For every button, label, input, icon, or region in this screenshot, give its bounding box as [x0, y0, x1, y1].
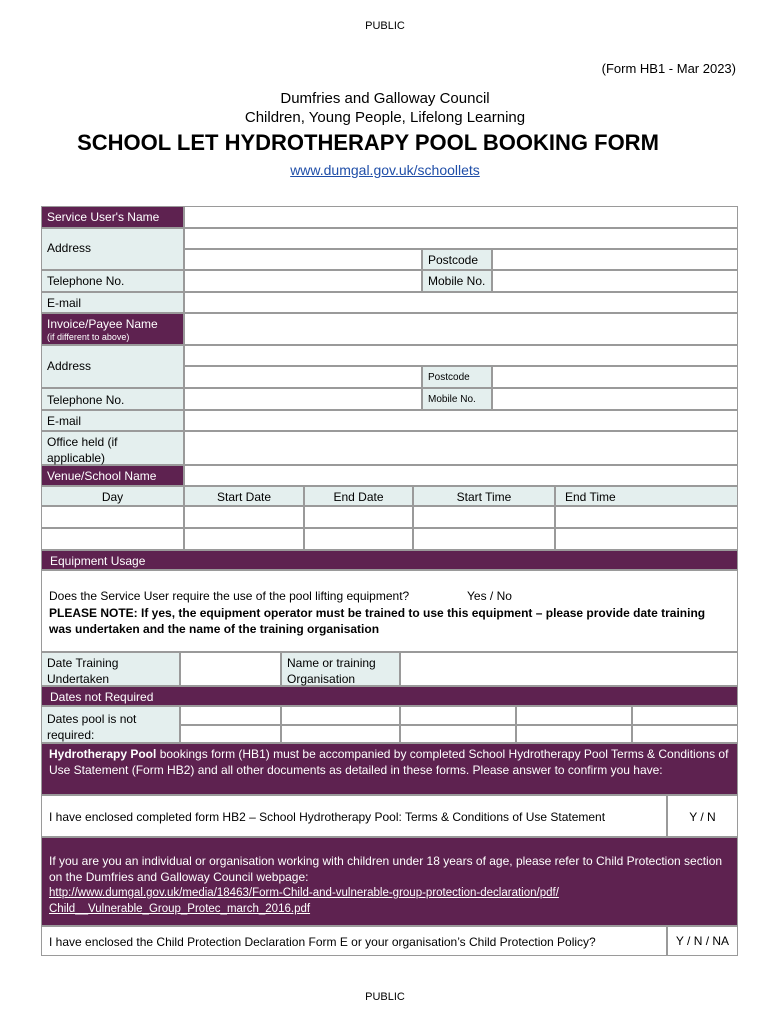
training-org-label: Name or training Organisation [281, 652, 400, 686]
postcode-label: Postcode [422, 249, 492, 270]
start-date-column-header: Start Date [184, 486, 304, 506]
end-time-column-header: End Time [555, 486, 738, 506]
invoice-payee-field[interactable] [184, 313, 738, 345]
start-date-cell[interactable] [184, 528, 304, 550]
start-time-cell[interactable] [413, 528, 555, 550]
page-title: SCHOOL LET HYDROTHERAPY POOL BOOKING FORM [77, 130, 659, 155]
service-user-name-label: Service User's Name [41, 206, 184, 228]
mobile-label: Mobile No. [422, 270, 492, 292]
dates-not-required-label: Dates pool is not required: [41, 706, 180, 743]
child-protection-link[interactable]: http://www.dumgal.gov.uk/media/18463/Form-Child-and-vulnerable-group-protection-declaration/pdf/Child__Vulnerable_Group_Protec_march_2016.pdf [49, 887, 559, 915]
child-protection-statement-box [41, 926, 667, 956]
office-held-field[interactable] [184, 431, 738, 465]
date-not-required-cell[interactable] [281, 706, 400, 725]
invoice-payee-label: Invoice/Payee Name (if different to above) [41, 313, 184, 345]
equipment-question-box [41, 570, 738, 652]
bottom-classification: PUBLIC [365, 991, 405, 1003]
training-org-field[interactable] [400, 652, 738, 686]
service-user-name-field[interactable] [184, 206, 738, 228]
email-label: E-mail [41, 292, 184, 313]
email-field[interactable] [184, 292, 738, 313]
invoice-telephone-field[interactable] [184, 388, 422, 410]
end-time-cell[interactable] [555, 528, 738, 550]
invoice-postcode-label: Postcode [422, 366, 492, 388]
invoice-mobile-field[interactable] [492, 388, 738, 410]
invoice-postcode-field[interactable] [492, 366, 738, 388]
date-not-required-cell[interactable] [400, 706, 516, 725]
invoice-address-line-2-field[interactable] [184, 366, 422, 388]
invoice-email-field[interactable] [184, 410, 738, 431]
day-column-header: Day [41, 486, 184, 506]
invoice-address-label: Address [41, 345, 184, 388]
address-line-2-field[interactable] [184, 249, 422, 270]
venue-field[interactable] [184, 465, 738, 486]
start-time-cell[interactable] [413, 506, 555, 528]
telephone-label: Telephone No. [41, 270, 184, 292]
hb2-statement-box [41, 795, 667, 837]
dates-heading: Dates not Required [41, 686, 738, 706]
hb2-statement: I have enclosed completed form HB2 – School Hydrotherapy Pool: Terms & Conditions of Use Statement [49, 810, 606, 824]
telephone-field[interactable] [184, 270, 422, 292]
office-held-label: Office held (if applicable) [41, 431, 184, 465]
date-not-required-cell[interactable] [632, 706, 738, 725]
date-training-field[interactable] [180, 652, 281, 686]
child-protection-text: If you are you an individual or organisation working with children under 18 years of age, please refer to Child Protection section on the Dumfries and Galloway Council webpage: [49, 854, 723, 884]
terms-intro [41, 743, 738, 795]
form-reference: (Form HB1 - Mar 2023) [601, 61, 736, 76]
mobile-field[interactable] [492, 270, 738, 292]
terms-intro-text: bookings form (HB1) must be accompanied by completed School Hydrotherapy Pool Terms & Conditions of Use Statement (Form HB2) and all other documents as detailed in these forms. Please answer to confirm you have: [49, 747, 729, 777]
invoice-telephone-label: Telephone No. [41, 388, 184, 410]
day-cell[interactable] [41, 528, 184, 550]
equipment-note: PLEASE NOTE: If yes, the equipment operator must be trained to use this equipment – please provide date training was undertaken and the name of the training organisation [49, 606, 706, 636]
day-cell[interactable] [41, 506, 184, 528]
end-date-cell[interactable] [304, 506, 413, 528]
start-time-column-header: Start Time [413, 486, 555, 506]
end-date-cell[interactable] [304, 528, 413, 550]
invoice-address-line-1-field[interactable] [184, 345, 738, 366]
date-not-required-cell[interactable] [180, 725, 281, 743]
council-name: Dumfries and Galloway Council [280, 90, 490, 107]
equipment-heading: Equipment Usage [41, 550, 738, 570]
top-classification: PUBLIC [365, 20, 405, 32]
date-not-required-cell[interactable] [516, 725, 632, 743]
date-not-required-cell[interactable] [632, 725, 738, 743]
address-line-1-field[interactable] [184, 228, 738, 249]
start-date-cell[interactable] [184, 506, 304, 528]
end-time-cell[interactable] [555, 506, 738, 528]
equipment-answer[interactable]: Yes / No [467, 589, 512, 603]
date-not-required-cell[interactable] [400, 725, 516, 743]
website-link[interactable]: www.dumgal.gov.uk/schoollets [290, 162, 480, 178]
venue-label: Venue/School Name [41, 465, 184, 486]
date-not-required-cell[interactable] [281, 725, 400, 743]
terms-intro-bold: Hydrotherapy Pool [49, 747, 157, 761]
equipment-question: Does the Service User require the use of the pool lifting equipment? [49, 589, 410, 603]
date-training-label: Date Training Undertaken [41, 652, 180, 686]
department-name: Children, Young People, Lifelong Learning [244, 109, 526, 126]
hb2-answer[interactable]: Y / N [667, 795, 738, 837]
postcode-field[interactable] [492, 249, 738, 270]
end-date-column-header: End Date [304, 486, 413, 506]
address-label: Address [41, 228, 184, 270]
child-protection-answer[interactable]: Y / N / NA [667, 926, 738, 956]
invoice-mobile-label: Mobile No. [422, 388, 492, 410]
date-not-required-cell[interactable] [180, 706, 281, 725]
date-not-required-cell[interactable] [516, 706, 632, 725]
child-protection-box [41, 837, 738, 926]
invoice-email-label: E-mail [41, 410, 184, 431]
child-protection-statement: I have enclosed the Child Protection Declaration Form E or your organisation’s Child Protection Policy? [49, 935, 596, 949]
website-link-wrap [0, 162, 770, 178]
